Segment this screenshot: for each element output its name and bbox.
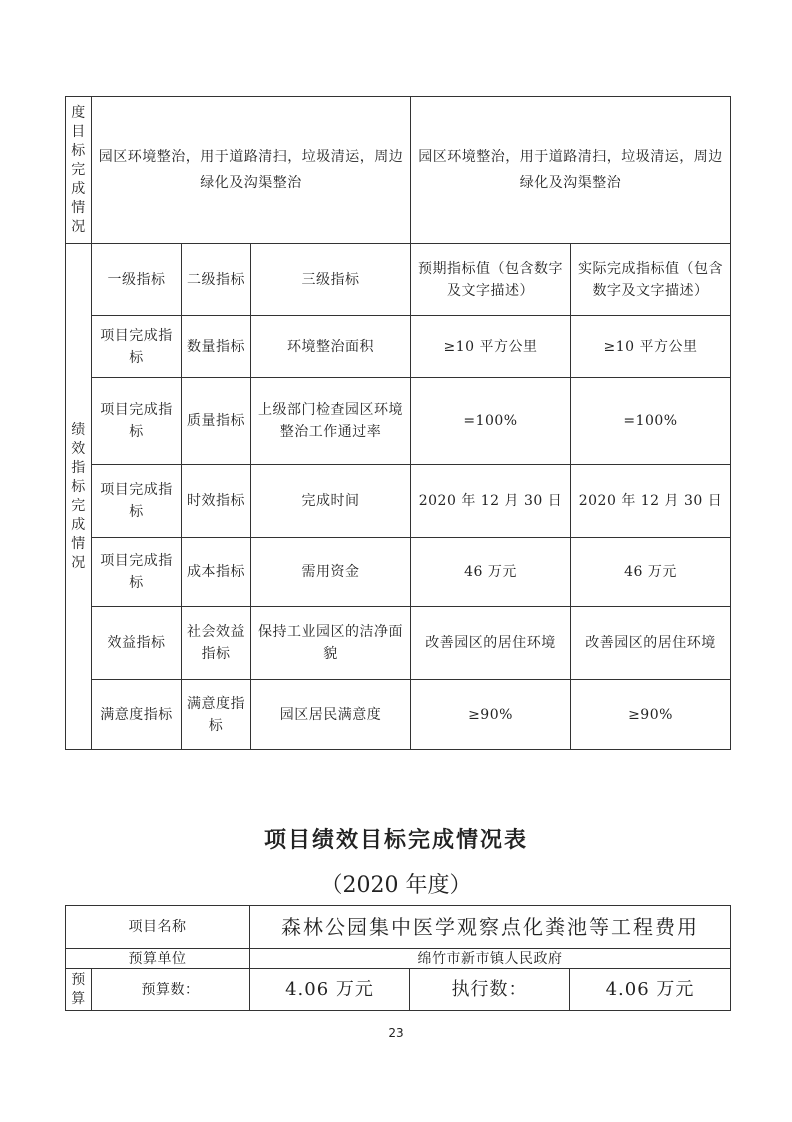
cell: 园区居民满意度	[251, 680, 411, 750]
section-label-indicators: 绩 效 指 标 完 成 情 况	[66, 244, 92, 750]
cell: 2020 年 12 月 30 日	[411, 465, 571, 538]
cell: ≥90%	[411, 680, 571, 750]
cell: 上级部门检查园区环境整治工作通过率	[251, 378, 411, 465]
table-row	[66, 607, 731, 680]
page-title: 项目绩效目标完成情况表	[263, 828, 528, 853]
cell: ≥10 平方公里	[571, 316, 731, 378]
header-level1: 一级指标	[92, 244, 182, 316]
header-actual: 实际完成指标值（包含数字及文字描述）	[571, 244, 731, 316]
budget-unit-value: 绵竹市新市镇人民政府	[250, 949, 731, 969]
cell: 改善园区的居住环境	[411, 607, 571, 680]
cell: 完成时间	[251, 465, 411, 538]
cell: =100%	[571, 378, 731, 465]
header-expected: 预期指标值（包含数字及文字描述）	[411, 244, 571, 316]
project-name-value: 森林公园集中医学观察点化粪池等工程费用	[250, 906, 731, 949]
project-name-label: 项目名称	[66, 906, 250, 949]
cell: 46 万元	[571, 538, 731, 607]
exec-label: 执行数：	[410, 969, 570, 1011]
actual-goal-text: 园区环境整治，用于道路清扫，垃圾清运，周边绿化及沟渠整治	[411, 97, 731, 244]
page-subtitle: （2020 年度）	[320, 873, 472, 898]
budget-value: 4.06 万元	[250, 969, 410, 1011]
table-row	[66, 538, 731, 607]
cell: 成本指标	[182, 538, 251, 607]
cell: 46 万元	[411, 538, 571, 607]
cell: ≥90%	[571, 680, 731, 750]
cell: 时效指标	[182, 465, 251, 538]
cell: 2020 年 12 月 30 日	[571, 465, 731, 538]
budget-side-label: 预 算	[66, 969, 92, 1011]
project-summary-table	[65, 905, 731, 1011]
cell: 满意度指标	[92, 680, 182, 750]
cell: 项目完成指标	[92, 465, 182, 538]
table-row	[66, 680, 731, 750]
cell: 社会效益指标	[182, 607, 251, 680]
performance-indicator-table	[65, 96, 731, 750]
budget-label: 预算数：	[92, 969, 250, 1011]
table-row	[66, 316, 731, 378]
table-row	[66, 378, 731, 465]
cell: 需用资金	[251, 538, 411, 607]
planned-goal-text: 园区环境整治，用于道路清扫，垃圾清运，周边绿化及沟渠整治	[92, 97, 411, 244]
exec-value: 4.06 万元	[570, 969, 731, 1011]
cell: ≥10 平方公里	[411, 316, 571, 378]
page-number: 23	[388, 1026, 404, 1040]
cell: 项目完成指标	[92, 316, 182, 378]
cell: 改善园区的居住环境	[571, 607, 731, 680]
cell: 效益指标	[92, 607, 182, 680]
cell: =100%	[411, 378, 571, 465]
cell: 满意度指标	[182, 680, 251, 750]
cell: 项目完成指标	[92, 378, 182, 465]
cell: 保持工业园区的洁净面貌	[251, 607, 411, 680]
cell: 项目完成指标	[92, 538, 182, 607]
budget-unit-label: 预算单位	[66, 949, 250, 969]
header-level2: 二级指标	[182, 244, 251, 316]
table-row	[66, 465, 731, 538]
cell: 质量指标	[182, 378, 251, 465]
section-label-goal: 度 目 标 完 成 情 况	[66, 97, 92, 244]
cell: 环境整治面积	[251, 316, 411, 378]
header-level3: 三级指标	[251, 244, 411, 316]
cell: 数量指标	[182, 316, 251, 378]
